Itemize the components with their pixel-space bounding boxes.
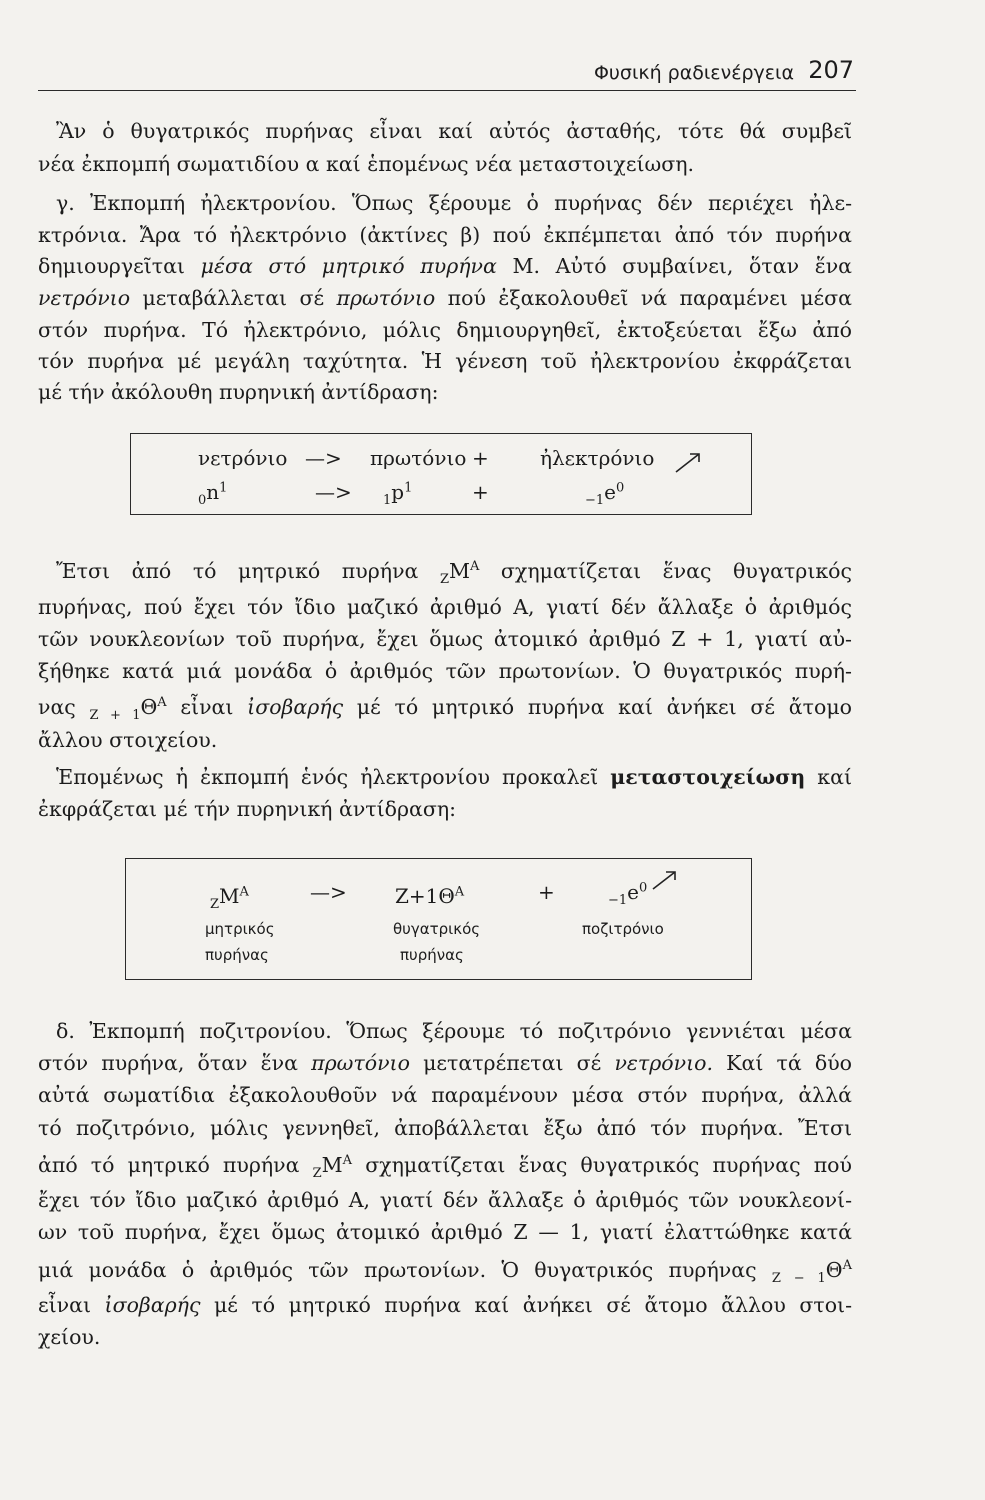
label-daughter: θυγατρικός bbox=[393, 920, 481, 938]
text-line: ἄλλου στοιχείου. bbox=[38, 728, 218, 752]
neutron-symbol: $_0n^1$ bbox=[198, 480, 228, 508]
section-heading-line: δ. Ἐκπομπή ποζιτρονίου. Ὅπως ξέρουμε τό ποζιτρόνιο γεννιέται μέσα bbox=[56, 1019, 852, 1043]
text-line: ἔχει τόν ἴδιο μαζικό ἀριθμό Α, γιατί δέν ἄλλαξε ὁ ἀριθμός τῶν νουκλεονί- bbox=[38, 1188, 852, 1212]
text-line: νας $_{Z + 1}\Theta^A$ εἶναι ἰσοβαρής μέ τό μητρικό πυρήνα καί ἀνήκει σέ ἄτομο bbox=[38, 695, 852, 724]
label-mother-nucleus: πυρήνας bbox=[205, 946, 269, 964]
text-line: τῶν νουκλεονίων τοῦ πυρήνα, ἔχει ὅμως ἀτομικό ἀριθμό Ζ + 1, γιατί αὐ- bbox=[38, 627, 852, 651]
text-line: αὐτά σωματίδια ἐξακολουθοῦν νά παραμένουν μέσα στόν πυρήνα, ἀλλά bbox=[38, 1083, 852, 1107]
text-line: μιά μονάδα ὁ ἀριθμός τῶν πρωτονίων. Ὁ θυγατρικός πυρήνας $_{Z - 1}\Theta^A$ bbox=[38, 1258, 852, 1287]
text-line: ων τοῦ πυρήνα, ἔχει ὅμως ἀτομικό ἀριθμό Ζ — 1, γιατί ἐλαττώθηκε κατά bbox=[38, 1220, 852, 1244]
running-header bbox=[38, 52, 856, 91]
particle-symbol: $_{-1}e^0$ bbox=[608, 880, 648, 908]
electron-symbol: $_{-1}e^0$ bbox=[585, 480, 625, 508]
emission-arrow-icon bbox=[672, 450, 704, 476]
plus-sign: + bbox=[538, 880, 555, 904]
text-line: χείου. bbox=[38, 1325, 101, 1349]
text-line: νέα ἐκπομπή σωματιδίου α καί ἑπομένως νέα μεταστοιχείωση. bbox=[38, 152, 694, 176]
reaction-arrow: —> bbox=[310, 880, 347, 904]
text-line: ξήθηκε κατά μιά μονάδα ὁ ἀριθμός τῶν πρωτονίων. Ὁ θυγατρικός πυρή- bbox=[38, 659, 852, 683]
text-line: δημιουργεῖται μέσα στό μητρικό πυρήνα Μ. Αὐτό συμβαίνει, ὅταν ἕνα bbox=[38, 254, 853, 278]
word-neutron: νετρόνιο bbox=[198, 446, 288, 470]
text-line: τόν πυρήνα μέ μεγάλη ταχύτητα. Ἡ γένεση τοῦ ἠλεκτρονίου ἐκφράζεται bbox=[38, 349, 852, 373]
proton-symbol: $_1p^1$ bbox=[383, 480, 413, 508]
text-line: ἐκφράζεται μέ τήν πυρηνική ἀντίδραση: bbox=[38, 797, 457, 821]
text-line: μέ τήν ἀκόλουθη πυρηνική ἀντίδραση: bbox=[38, 380, 439, 404]
text-line: νετρόνιο μεταβάλλεται σέ πρωτόνιο πού ἐξακολουθεῖ νά παραμένει μέσα bbox=[38, 286, 852, 310]
text-line: Ἑπομένως ἡ ἐκπομπή ἑνός ἠλεκτρονίου προκαλεῖ μεταστοιχείωση καί bbox=[56, 765, 852, 789]
text-line: στόν πυρήνα. Τό ἠλεκτρόνιο, μόλις δημιουργηθεῖ, ἐκτοξεύεται ἔξω ἀπό bbox=[38, 318, 852, 342]
text-line: ἀπό τό μητρικό πυρήνα $_ZM^A$ σχηματίζεται ἕνας θυγατρικός πυρήνας πού bbox=[38, 1153, 852, 1182]
daughter-nucleus-symbol: $Z+1\Theta^A$ bbox=[395, 884, 465, 908]
page-number: 207 bbox=[808, 56, 854, 84]
mother-nucleus-symbol: $_ZM^A$ bbox=[210, 884, 249, 912]
label-daughter-nucleus: πυρήνας bbox=[400, 946, 464, 964]
text-line: πυρήνας, πού ἔχει τόν ἴδιο μαζικό ἀριθμό Α, γιατί δέν ἄλλαξε ὁ ἀριθμός bbox=[38, 595, 852, 619]
text-line: τό ποζιτρόνιο, μόλις γεννηθεῖ, ἀποβάλλεται ἔξω ἀπό τόν πυρήνα. Ἔτσι bbox=[38, 1116, 852, 1140]
text-line: Ἔτσι ἀπό τό μητρικό πυρήνα $_ZM^A$ σχηματίζεται ἕνας θυγατρικός bbox=[56, 559, 852, 588]
reaction-arrow: —> bbox=[315, 480, 352, 504]
text-line: στόν πυρήνα, ὅταν ἕνα πρωτόνιο μετατρέπεται σέ νετρόνιο. Καί τά δύο bbox=[38, 1051, 852, 1075]
plus-sign: + bbox=[472, 480, 489, 504]
word-proton: πρωτόνιο bbox=[370, 446, 467, 470]
word-electron: ἠλεκτρόνιο bbox=[540, 446, 655, 470]
plus-sign: + bbox=[472, 446, 489, 470]
label-positron: ποζιτρόνιο bbox=[582, 920, 664, 938]
text-line: κτρόνια. Ἄρα τό ἠλεκτρόνιο (ἀκτίνες β) πού ἐκπέμπεται ἀπό τόν πυρήνα bbox=[38, 223, 852, 247]
emission-arrow-icon bbox=[650, 868, 680, 892]
reaction-arrow: —> bbox=[305, 446, 342, 470]
chapter-title: Φυσική ραδιενέργεια bbox=[593, 62, 794, 84]
section-heading-line: γ. Ἐκπομπή ἠλεκτρονίου. Ὅπως ξέρουμε ὁ πυρήνας δέν περιέχει ἠλε- bbox=[56, 191, 852, 215]
label-mother: μητρικός bbox=[205, 920, 275, 938]
text-line: Ἂν ὁ θυγατρικός πυρήνας εἶναι καί αὐτός ἀσταθής, τότε θά συμβεῖ bbox=[56, 119, 852, 143]
text-line: εἶναι ἰσοβαρής μέ τό μητρικό πυρήνα καί ἀνήκει σέ ἄτομο ἄλλου στοι- bbox=[38, 1293, 852, 1317]
